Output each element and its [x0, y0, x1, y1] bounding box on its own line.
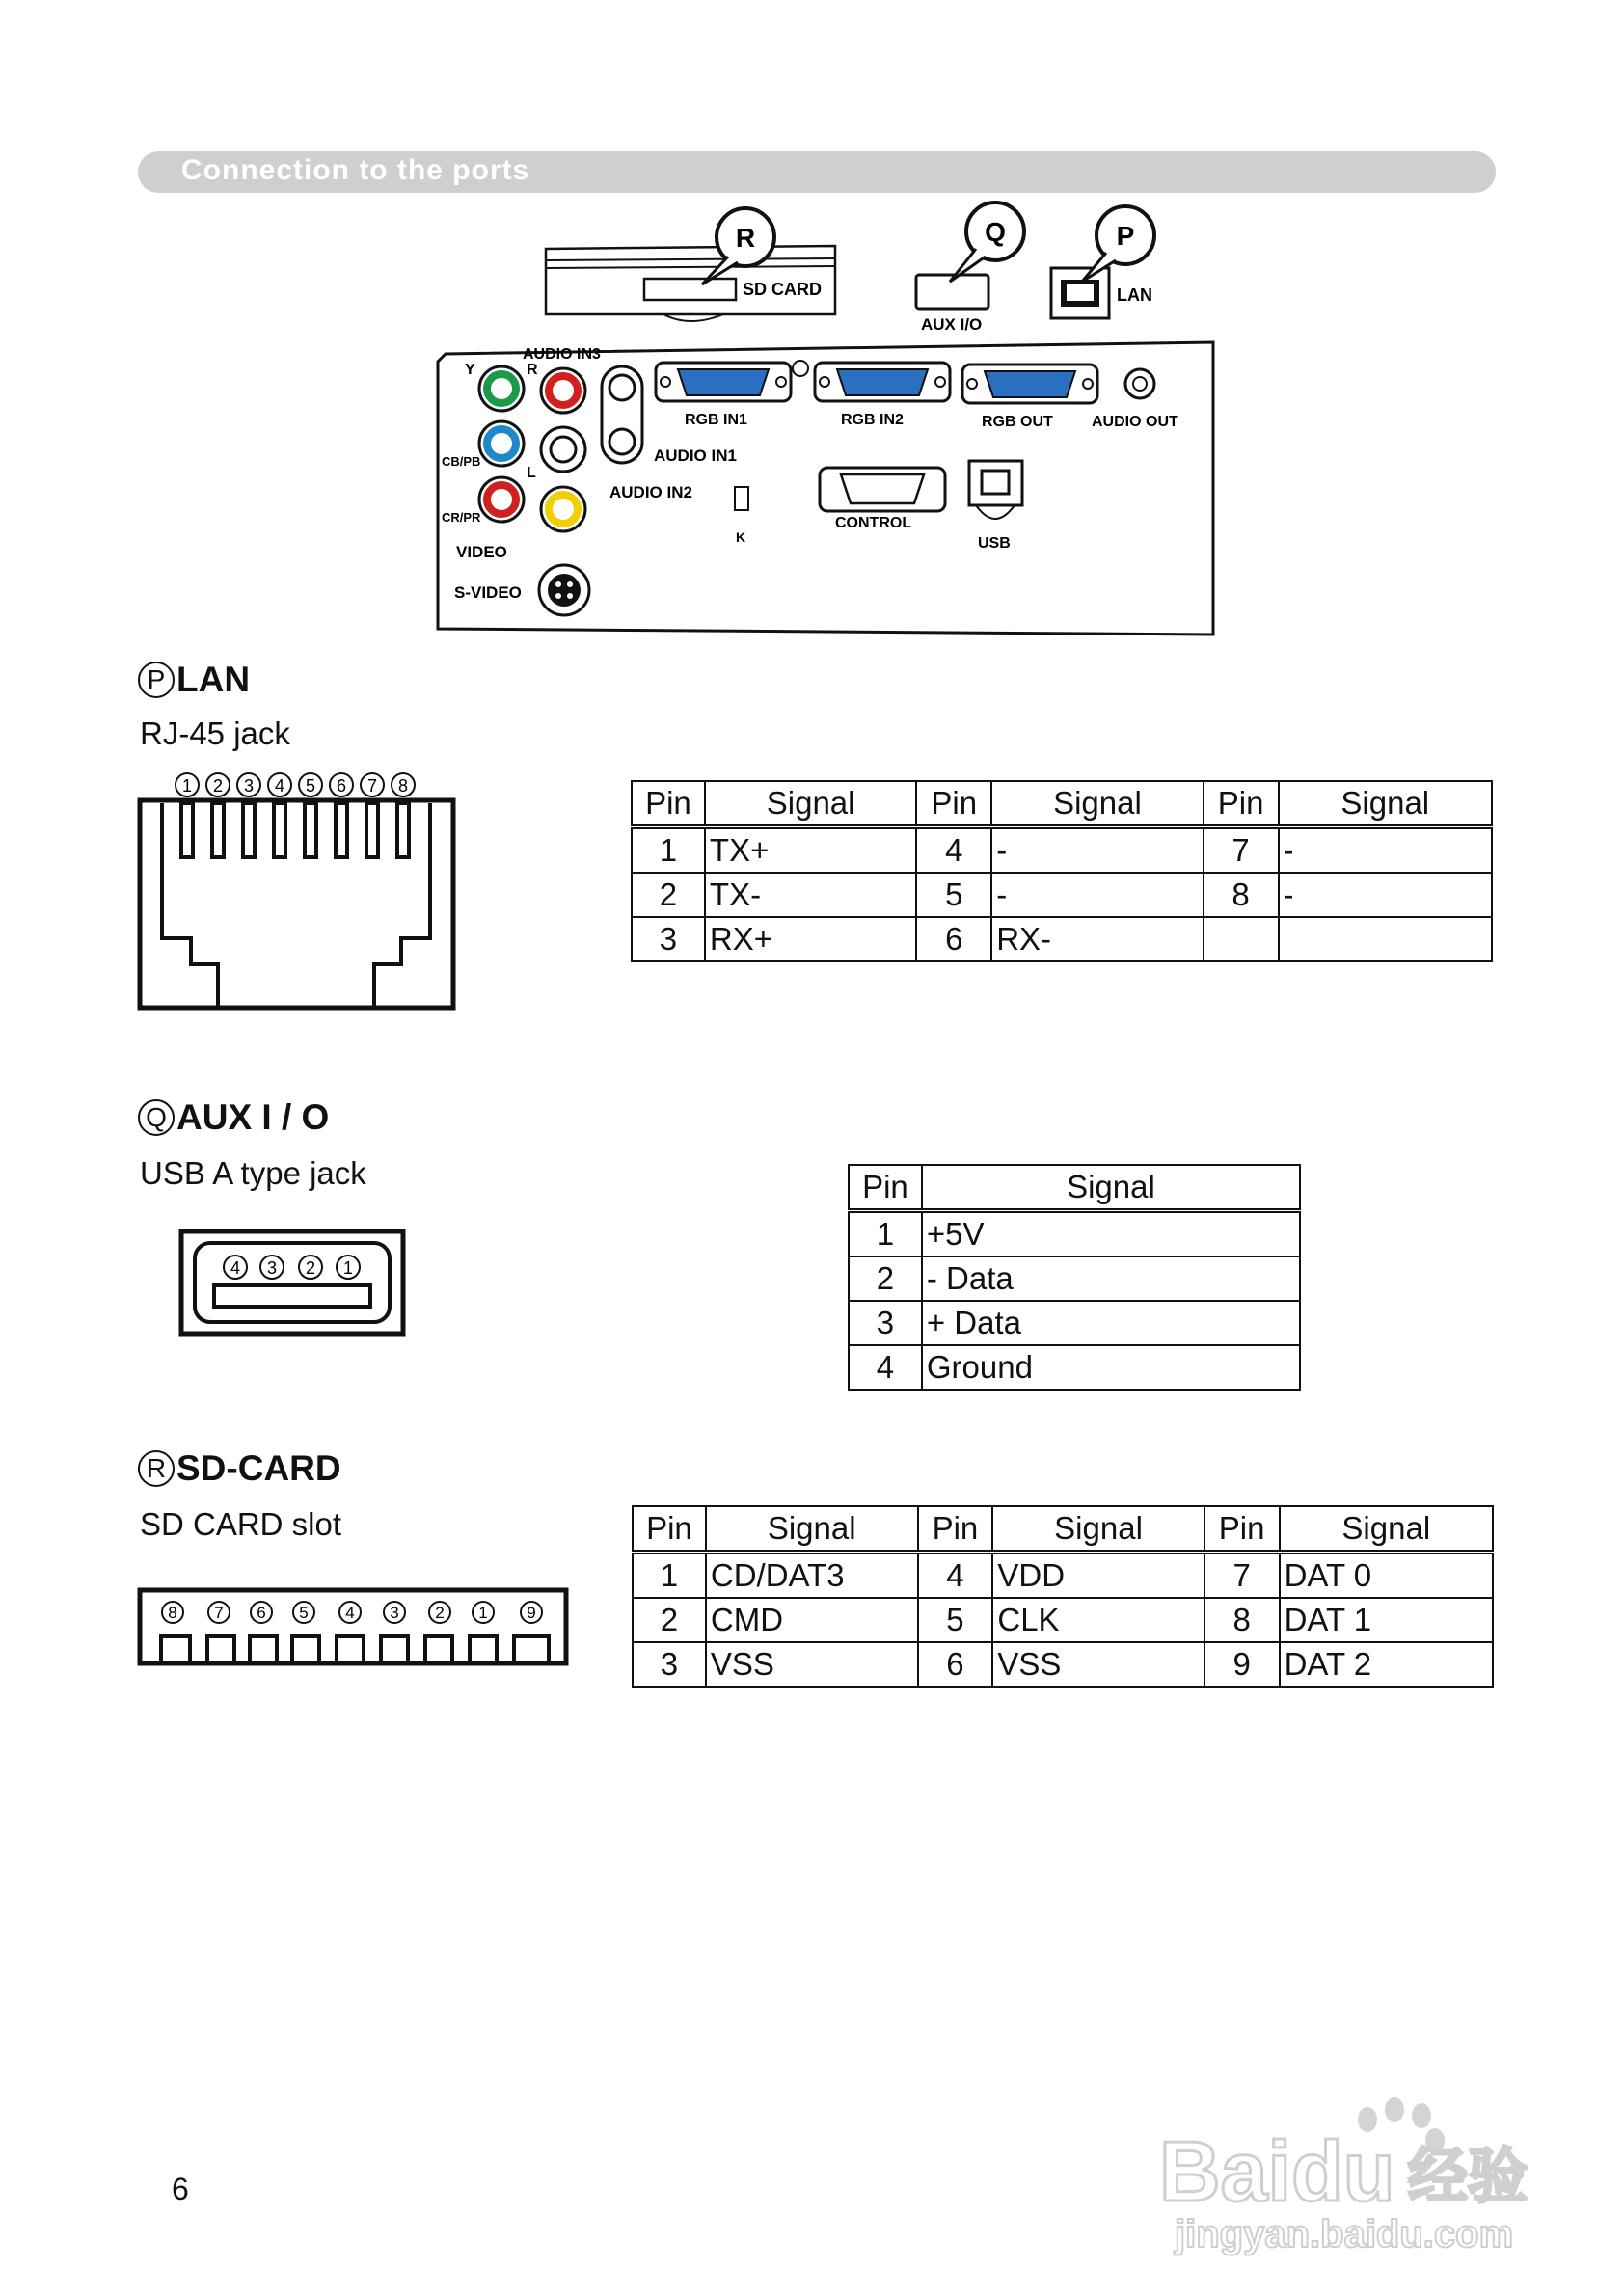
aux-io-port — [916, 275, 988, 334]
table-row: 2 - Data — [849, 1256, 1300, 1301]
baidu-jingyan-watermark — [1146, 2092, 1551, 2256]
s-video-jack — [539, 565, 589, 615]
svg-text:5: 5 — [299, 1604, 309, 1622]
svg-text:P: P — [1116, 221, 1135, 251]
svg-text:AUDIO OUT: AUDIO OUT — [1092, 414, 1178, 430]
svg-text:RGB IN2: RGB IN2 — [841, 412, 904, 428]
table-row: 2 TX- 5 - 8 - — [632, 873, 1492, 917]
aux-subtitle: USB A type jack — [140, 1155, 366, 1191]
page-number: 6 — [172, 2172, 189, 2206]
svg-text:RGB OUT: RGB OUT — [982, 414, 1053, 430]
svg-text:7: 7 — [214, 1604, 224, 1622]
svg-text:S-VIDEO: S-VIDEO — [454, 583, 522, 602]
svg-text:AUDIO IN3: AUDIO IN3 — [523, 346, 601, 363]
svg-text:4: 4 — [345, 1604, 355, 1622]
lan-label: LAN — [1117, 285, 1152, 305]
table-row: 3 + Data — [849, 1301, 1300, 1345]
svg-text:Q: Q — [985, 217, 1006, 247]
svg-text:2: 2 — [305, 1258, 316, 1278]
section-header-title: Connection to the ports — [181, 154, 530, 186]
component-jacks — [479, 366, 524, 522]
audio-out-jack — [1125, 369, 1154, 398]
svg-text:R: R — [735, 223, 756, 253]
svg-text:L: L — [527, 465, 536, 481]
audio-in3-jacks — [541, 368, 585, 531]
sd-card-label: SD CARD — [743, 280, 823, 299]
svg-text:Y: Y — [465, 362, 475, 378]
svg-text:R: R — [527, 362, 538, 378]
svg-text:5: 5 — [305, 776, 316, 796]
svg-text:VIDEO: VIDEO — [456, 543, 507, 561]
table-header-row: Pin Signal Pin Signal Pin Signal — [633, 1506, 1493, 1552]
rj45-jack-diagram — [135, 767, 463, 1012]
svg-text:jingyan.baidu.com: jingyan.baidu.com — [1175, 2213, 1514, 2255]
svg-text:K: K — [736, 529, 746, 545]
svg-text:7: 7 — [366, 776, 378, 796]
usb-a-jack-diagram — [177, 1228, 409, 1338]
aux-title: AUX I / O — [176, 1097, 330, 1137]
svg-text:2: 2 — [435, 1604, 445, 1622]
table-row: 1 CD/DAT3 4 VDD 7 DAT 0 — [633, 1552, 1493, 1599]
table-header-row: Pin Signal Pin Signal Pin Signal — [632, 781, 1492, 827]
table-row: 2 CMD 5 CLK 8 DAT 1 — [633, 1598, 1493, 1642]
lan-subtitle: RJ-45 jack — [140, 716, 290, 751]
aux-io-label: AUX I/O — [921, 315, 983, 334]
svg-text:9: 9 — [527, 1604, 536, 1622]
lan-port — [1051, 268, 1152, 318]
svg-text:CR/PR: CR/PR — [442, 510, 481, 525]
rj45-pin-numbers — [176, 773, 415, 796]
svg-text:6: 6 — [336, 776, 347, 796]
sd-letter-badge: R — [138, 1450, 175, 1487]
svg-text:2: 2 — [212, 776, 224, 796]
vga-ports — [656, 361, 1097, 403]
svg-text:1: 1 — [181, 776, 193, 796]
svg-text:AUDIO IN2: AUDIO IN2 — [609, 483, 692, 501]
aux-letter-badge: Q — [138, 1099, 175, 1136]
lan-pin-table — [631, 780, 1493, 962]
svg-text:RGB IN1: RGB IN1 — [685, 412, 747, 428]
sd-card-slot-diagram — [136, 1586, 572, 1667]
svg-text:Baidu: Baidu — [1159, 2123, 1395, 2219]
svg-text:CONTROL: CONTROL — [835, 515, 912, 531]
svg-text:CB/PB: CB/PB — [442, 454, 481, 469]
lan-section-title — [138, 660, 250, 700]
sd-section-title — [138, 1448, 341, 1489]
lan-title: LAN — [176, 660, 251, 699]
svg-text:4: 4 — [274, 776, 285, 796]
aux-pin-table — [848, 1164, 1301, 1390]
svg-text:USB: USB — [978, 535, 1011, 552]
callout-q — [950, 202, 1024, 282]
svg-text:3: 3 — [243, 776, 255, 796]
sd-subtitle: SD CARD slot — [140, 1506, 342, 1542]
sd-pin-table — [632, 1505, 1494, 1688]
control-port — [820, 468, 945, 511]
callout-p — [1082, 206, 1154, 282]
svg-text:8: 8 — [397, 776, 409, 796]
svg-text:8: 8 — [168, 1604, 177, 1622]
svg-text:1: 1 — [342, 1258, 354, 1278]
audio-in1-in2-jacks — [602, 366, 642, 463]
sd-pin-numbers — [162, 1602, 542, 1623]
svg-text:4: 4 — [230, 1258, 241, 1278]
svg-text:经验: 经验 — [1408, 2144, 1529, 2210]
svg-text:AUDIO IN1: AUDIO IN1 — [654, 446, 737, 465]
table-row: 3 VSS 6 VSS 9 DAT 2 — [633, 1642, 1493, 1687]
table-row: 3 RX+ 6 RX- — [632, 917, 1492, 961]
svg-text:6: 6 — [257, 1604, 266, 1622]
lan-letter-badge: P — [138, 662, 175, 698]
svg-text:1: 1 — [478, 1604, 488, 1622]
svg-text:3: 3 — [266, 1258, 278, 1278]
table-header-row: Pin Signal — [849, 1165, 1300, 1211]
table-row: 1 +5V — [849, 1211, 1300, 1257]
sd-card-housing — [546, 246, 835, 321]
port-panel-diagram — [424, 193, 1234, 646]
svg-text:3: 3 — [390, 1604, 399, 1622]
aux-section-title — [138, 1097, 329, 1138]
sd-title: SD-CARD — [176, 1448, 341, 1488]
table-row: 1 TX+ 4 - 7 - — [632, 827, 1492, 874]
table-row: 4 Ground — [849, 1345, 1300, 1390]
